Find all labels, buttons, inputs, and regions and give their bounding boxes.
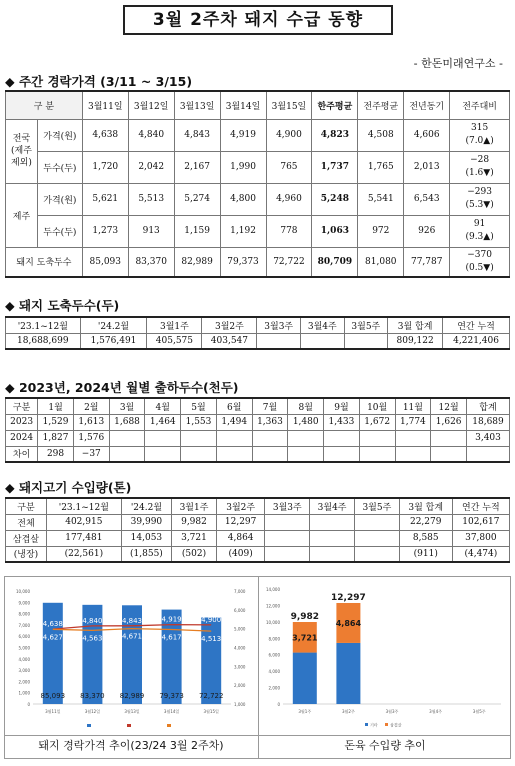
cell: 72,722: [266, 247, 312, 277]
auction-price-chart: [7, 579, 257, 737]
cell: 1,553: [181, 414, 217, 430]
col-header: 6월: [216, 398, 252, 414]
row-sublabel: 가격(원): [37, 183, 82, 215]
cell: (22,561): [46, 546, 121, 562]
col-header: 3월4주: [310, 498, 355, 514]
y-tick-label: 14,000: [266, 587, 280, 592]
cell: 1,480: [288, 414, 324, 430]
cell-change: [450, 247, 510, 277]
col-header: '23.1~12월: [46, 498, 121, 514]
line-value-label: 4,513: [201, 635, 222, 644]
cell: 3,403: [467, 430, 510, 446]
line-value-label: 4,563: [82, 634, 103, 643]
line-value-label: 4,617: [161, 633, 182, 642]
cell: 1,827: [38, 430, 74, 446]
cell: 4,638: [82, 119, 128, 151]
cell: 1,613: [73, 414, 109, 430]
source-label: - 한돈미래연구소 -: [413, 57, 503, 70]
cell: [288, 446, 324, 462]
y-tick-label: 8,000: [268, 636, 280, 642]
col-header: 5월: [181, 398, 217, 414]
import-other-bar: [293, 653, 317, 704]
page-title: 3월 2주차 돼지 수급 동향: [123, 5, 393, 35]
x-tick-label: 3월1주: [298, 709, 312, 714]
y2-tick-label: 5,000: [234, 626, 246, 632]
cell: 18,688,699: [6, 333, 81, 349]
cell: 4,221,406: [443, 333, 510, 349]
x-tick-label: 3월15일: [203, 709, 219, 714]
cell: [252, 430, 288, 446]
row-label-jeju: 제주: [6, 183, 38, 247]
cell: 1,529: [38, 414, 74, 430]
cell: 83,370: [128, 247, 174, 277]
cell: [109, 446, 145, 462]
cell: 4,919: [220, 119, 266, 151]
row-label-national: 전국 (제주 제외): [6, 119, 38, 183]
cell: [109, 430, 145, 446]
bar-value-label: 79,373: [159, 692, 184, 700]
cell: 4,840: [128, 119, 174, 151]
cell: 778: [266, 215, 312, 247]
row-sublabel: 두수(두): [37, 151, 82, 183]
table-row: [6, 446, 510, 462]
y-tick-label: 8,000: [18, 611, 30, 617]
legend-swatch: [87, 724, 91, 727]
cell: 1,192: [220, 215, 266, 247]
col-header: 3월 합계: [399, 498, 452, 514]
cell: 3,721: [172, 530, 217, 546]
cell: [145, 430, 181, 446]
col-header: '24.2월: [121, 498, 171, 514]
y2-tick-label: 1,000: [234, 702, 246, 707]
cell: 4,508: [358, 119, 404, 151]
legend-label: 기타: [370, 722, 378, 728]
chart2-caption: 돈육 수입량 추이: [344, 739, 426, 752]
col-header: 11월: [395, 398, 431, 414]
import-table: [5, 497, 510, 563]
col-header: 3월 합계: [388, 317, 443, 333]
cell: [300, 333, 344, 349]
cell: 2,167: [174, 151, 220, 183]
cell: 403,547: [202, 333, 257, 349]
import-volume-chart: [261, 579, 509, 737]
cell: 2,013: [404, 151, 450, 183]
cell: [265, 546, 310, 562]
line-value-label: 4,900: [201, 615, 222, 624]
cell: 1,576,491: [80, 333, 147, 349]
table-row: [6, 414, 510, 430]
col-header: 3월2주: [216, 498, 265, 514]
col-header: 연간 누적: [443, 317, 510, 333]
cell: 77,787: [404, 247, 450, 277]
cell: (502): [172, 546, 217, 562]
col-header: 3월4주: [300, 317, 344, 333]
col-header: 9월: [324, 398, 360, 414]
change-value: 315: [471, 123, 489, 133]
col-header: 3월: [109, 398, 145, 414]
cell: 1,990: [220, 151, 266, 183]
y-tick-label: 9,000: [18, 600, 30, 606]
bar-value-label: 72,722: [198, 692, 224, 700]
col-header: 구분: [6, 398, 38, 414]
cell: 402,915: [46, 514, 121, 530]
cell: 2024: [6, 430, 38, 446]
col-header: 10월: [359, 398, 395, 414]
y-tick-label: 6,000: [18, 634, 30, 640]
cell: 1,626: [431, 414, 467, 430]
cell: 80,709: [312, 247, 358, 277]
x-tick-label: 3월13일: [124, 709, 140, 714]
col-header: 7월: [252, 398, 288, 414]
cell: [310, 530, 355, 546]
line-value-label: 4,671: [121, 632, 143, 641]
chart-divider: [258, 577, 259, 758]
change-pct: (9.3▲): [465, 232, 494, 242]
cell: 926: [404, 215, 450, 247]
cell: [354, 514, 399, 530]
cell: 18,689: [467, 414, 510, 430]
cell: [354, 530, 399, 546]
row-sublabel: 가격(원): [37, 119, 82, 151]
cell: [395, 446, 431, 462]
cell: [431, 446, 467, 462]
table-row: [6, 530, 510, 546]
cell: 1,688: [109, 414, 145, 430]
cell: 전체: [6, 514, 47, 530]
cell: 4,800: [220, 183, 266, 215]
y-tick-label: 0: [277, 702, 280, 707]
col-header: 12월: [431, 398, 467, 414]
price-chart-bar: [162, 610, 182, 704]
cell: 1,433: [324, 414, 360, 430]
col-header: 4월: [145, 398, 181, 414]
cell: 972: [358, 215, 404, 247]
samgyeop-value-label: 4,864: [335, 618, 362, 628]
col-header: 3월12일: [128, 91, 174, 119]
col-header: 3월11일: [82, 91, 128, 119]
cell: 1,672: [359, 414, 395, 430]
y-tick-label: 10,000: [266, 619, 280, 625]
cell: 9,982: [172, 514, 217, 530]
cell: 2023: [6, 414, 38, 430]
cell: [257, 333, 301, 349]
cell: 22,279: [399, 514, 452, 530]
cell: [344, 333, 388, 349]
col-header: 전주평균: [358, 91, 404, 119]
y-tick-label: 0: [27, 702, 30, 707]
y-tick-label: 5,000: [18, 645, 30, 651]
cell: 405,575: [147, 333, 202, 349]
cell: [265, 530, 310, 546]
cell: [145, 446, 181, 462]
bar-value-label: 82,989: [119, 692, 145, 700]
bar-value-label: 85,093: [40, 692, 66, 700]
section2-title: ◆ 돼지 도축두수(두): [5, 298, 120, 313]
x-tick-label: 3월11일: [45, 709, 61, 714]
y-tick-label: 3,000: [18, 668, 30, 674]
y-tick-label: 2,000: [18, 679, 30, 685]
cell: 5,248: [312, 183, 358, 215]
change-pct: (5.3▼): [465, 200, 494, 210]
col-header: '23.1~12월: [6, 317, 81, 333]
cell-change: [450, 119, 510, 151]
cell: 4,960: [266, 183, 312, 215]
col-header: 구분: [6, 498, 47, 514]
col-header: 3월15일: [266, 91, 312, 119]
chart1-caption: 돼지 경락가격 추이(23/24 3월 2주차): [38, 739, 224, 752]
cell: [359, 430, 395, 446]
cell: 1,273: [82, 215, 128, 247]
cell: 2,042: [128, 151, 174, 183]
total-value-label: 12,297: [331, 592, 366, 603]
line-value-label: 4,638: [42, 620, 63, 629]
cell: 4,843: [174, 119, 220, 151]
col-header: 3월14일: [220, 91, 266, 119]
cell: 1,363: [252, 414, 288, 430]
y2-tick-label: 6,000: [234, 607, 246, 613]
legend-label: 삼겹살: [390, 722, 402, 728]
cell: 5,513: [128, 183, 174, 215]
y2-tick-label: 2,000: [234, 683, 246, 689]
cell: 79,373: [220, 247, 266, 277]
cell: 1,720: [82, 151, 128, 183]
col-header: 1월: [38, 398, 74, 414]
x-tick-label: 3월3주: [385, 709, 399, 714]
charts-frame: [4, 576, 511, 759]
change-value: 91: [473, 219, 486, 229]
cell: [252, 446, 288, 462]
table-row: [6, 514, 510, 530]
y2-tick-label: 3,000: [234, 664, 246, 670]
col-header: 3월3주: [265, 498, 310, 514]
y-tick-label: 10,000: [16, 589, 30, 594]
cell: (냉장): [6, 546, 47, 562]
cell: 39,990: [121, 514, 171, 530]
samgyeop-value-label: 3,721: [292, 633, 318, 643]
cell: 765: [266, 151, 312, 183]
change-value: −28: [470, 155, 490, 165]
cell: [216, 446, 252, 462]
col-header: 3월5주: [354, 498, 399, 514]
cell: [354, 546, 399, 562]
cell-change: [450, 183, 510, 215]
cell: [395, 430, 431, 446]
cell: 82,989: [174, 247, 220, 277]
change-pct: (1.6▼): [465, 168, 494, 178]
cell: 12,297: [216, 514, 265, 530]
section4-title: ◆ 돼지고기 수입량(톤): [5, 480, 132, 495]
monthly-shipment-table: [5, 397, 510, 463]
cell: 1,464: [145, 414, 181, 430]
total-value-label: 9,982: [290, 612, 320, 623]
cell: 1,494: [216, 414, 252, 430]
auction-price-table: [5, 90, 510, 278]
cell: 102,617: [452, 514, 509, 530]
table-row: [6, 546, 510, 562]
cell: 8,585: [399, 530, 452, 546]
col-header: 3월3주: [257, 317, 301, 333]
cell: [288, 430, 324, 446]
cell: (4,474): [452, 546, 509, 562]
y-tick-label: 4,000: [268, 669, 280, 675]
col-header: 8월: [288, 398, 324, 414]
cell: 1,159: [174, 215, 220, 247]
cell: 5,274: [174, 183, 220, 215]
cell: 차이: [6, 446, 38, 462]
col-header: 3월1주: [172, 498, 217, 514]
cell: 81,080: [358, 247, 404, 277]
cell: 삼겹살: [6, 530, 47, 546]
x-tick-label: 3월5주: [472, 709, 486, 714]
table-row: [6, 430, 510, 446]
y-tick-label: 2,000: [268, 685, 280, 691]
cell: (1,855): [121, 546, 171, 562]
cell: [181, 430, 217, 446]
col-header: 3월13일: [174, 91, 220, 119]
cell: 1,737: [312, 151, 358, 183]
cell: 5,621: [82, 183, 128, 215]
cell: [310, 514, 355, 530]
cell: 1,063: [312, 215, 358, 247]
line-value-label: 4,627: [42, 633, 63, 642]
x-tick-label: 3월2주: [341, 709, 355, 714]
cell: 1,576: [73, 430, 109, 446]
change-value: −293: [467, 187, 492, 197]
change-value: −370: [467, 249, 492, 260]
cell: 4,864: [216, 530, 265, 546]
cell: 4,900: [266, 119, 312, 151]
col-header: 구 분: [6, 91, 83, 119]
y2-tick-label: 7,000: [234, 589, 246, 594]
cell: [431, 430, 467, 446]
col-header: 2월: [73, 398, 109, 414]
cell: [467, 446, 510, 462]
row-label-total: 돼지 도축두수: [6, 247, 83, 277]
col-header: 연간 누적: [452, 498, 509, 514]
caption-divider: [5, 735, 510, 736]
line-value-label: 4,843: [121, 616, 143, 625]
change-pct: (0.5▼): [465, 262, 494, 273]
y-tick-label: 7,000: [18, 622, 30, 628]
legend-swatch: [385, 723, 388, 726]
header-row: [6, 398, 510, 414]
cell: 6,543: [404, 183, 450, 215]
cell: 913: [128, 215, 174, 247]
cell: 85,093: [82, 247, 128, 277]
y-tick-label: 12,000: [266, 603, 280, 609]
cell: (911): [399, 546, 452, 562]
x-tick-label: 3월4주: [429, 709, 443, 714]
section1-title: ◆ 주간 경락가격 (3/11 ~ 3/15): [5, 74, 193, 89]
price-chart-bar: [43, 603, 63, 704]
legend-swatch: [127, 724, 131, 727]
col-header: 합계: [467, 398, 510, 414]
cell: (409): [216, 546, 265, 562]
cell: 1,765: [358, 151, 404, 183]
cell: [359, 446, 395, 462]
cell: 177,481: [46, 530, 121, 546]
cell: 1,774: [395, 414, 431, 430]
cell: [324, 430, 360, 446]
cell: −37: [73, 446, 109, 462]
slaughter-table: [5, 316, 510, 350]
cell: 298: [38, 446, 74, 462]
col-header: 한주평균: [312, 91, 358, 119]
cell: 4,823: [312, 119, 358, 151]
line-value-label: 4,840: [82, 616, 103, 625]
legend-swatch: [167, 724, 171, 727]
cell: 4,606: [404, 119, 450, 151]
cell-change: [450, 215, 510, 247]
col-header: 전년동기: [404, 91, 450, 119]
cell: [265, 514, 310, 530]
y2-tick-label: 4,000: [234, 645, 246, 651]
value-row: [6, 333, 510, 349]
col-header: 전주대비: [450, 91, 510, 119]
cell: 37,800: [452, 530, 509, 546]
cell: 809,122: [388, 333, 443, 349]
col-header: 3월1주: [147, 317, 202, 333]
cell: 5,541: [358, 183, 404, 215]
section3-title: ◆ 2023년, 2024년 월별 출하두수(천두): [5, 380, 239, 395]
legend-swatch: [365, 723, 368, 726]
cell-change: [450, 151, 510, 183]
col-header: 3월2주: [202, 317, 257, 333]
row-sublabel: 두수(두): [37, 215, 82, 247]
change-pct: (7.0▲): [465, 136, 494, 146]
cell: [324, 446, 360, 462]
line-value-label: 4,919: [161, 615, 182, 624]
x-tick-label: 3월12일: [84, 709, 101, 714]
y-tick-label: 1,000: [18, 690, 30, 696]
import-other-bar: [336, 643, 360, 704]
header-row: [6, 498, 510, 514]
cell: [181, 446, 217, 462]
x-tick-label: 3월14일: [163, 709, 180, 714]
col-header: 3월5주: [344, 317, 388, 333]
y-tick-label: 4,000: [18, 656, 30, 662]
cell: [216, 430, 252, 446]
col-header: '24.2월: [80, 317, 147, 333]
cell: 14,053: [121, 530, 171, 546]
y-tick-label: 6,000: [268, 652, 280, 658]
bar-value-label: 83,370: [80, 692, 105, 700]
cell: [310, 546, 355, 562]
header-row: [6, 317, 510, 333]
